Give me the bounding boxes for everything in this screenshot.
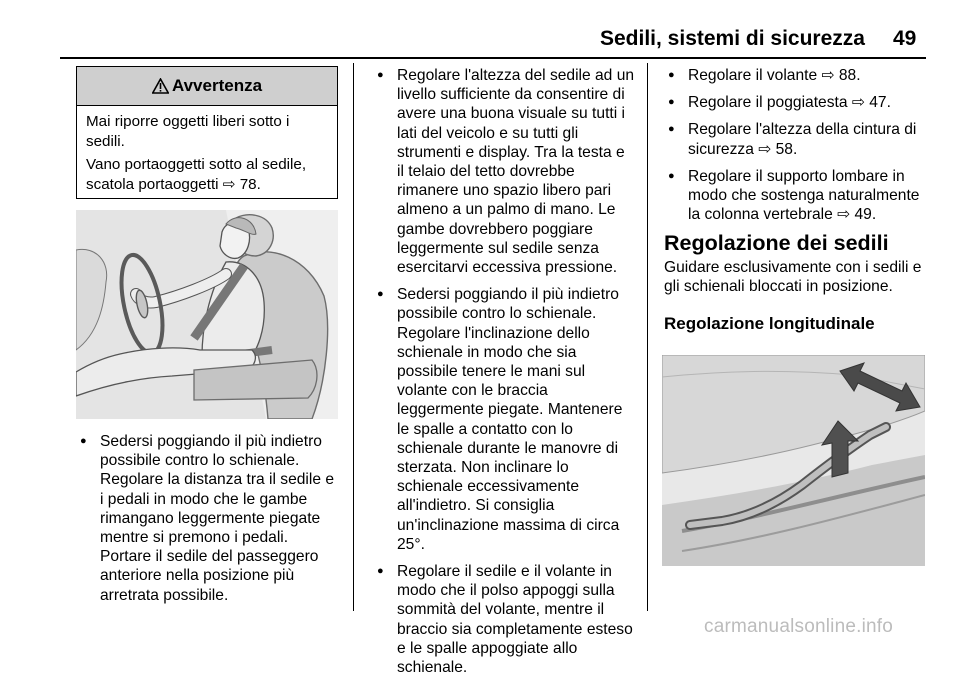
section-heading: Regolazione dei sedili — [664, 231, 889, 256]
seat-lever-illustration — [662, 355, 925, 566]
list-item: ● Sedersi poggiando il più indietro possibile contro lo schienale. Regolare la distanza tra il sedile e i pedali in modo che le gambe rimangano leggermente piegate mentre si premono i pedali. Portare il sedile del passeggero anteriore nella posizione più arretrata possibile. — [76, 432, 340, 605]
page-title: Sedili, sistemi di sicurezza — [600, 27, 865, 50]
watermark: carmanualsonline.info — [704, 616, 894, 637]
driver-seating-illustration — [76, 210, 338, 419]
left-column — [76, 432, 340, 613]
bullet-list — [373, 66, 635, 677]
bullet-list — [76, 432, 340, 605]
driver-seat-drawing — [76, 210, 338, 419]
seat-lever-drawing — [662, 355, 925, 566]
list-item: ● Sedersi poggiando il più indietro possibile contro lo schienale. Regolare l'inclinazione dello schienale in modo che sia possibile tenere le mani sul volante con le braccia leggermente piegate. Mantenere le spalle a contatto con lo schienale durante le manovre di sterzata. Non inclinare lo schienale eccessivamente all'indietro. Si consiglia un'inclinazione massima di circa 25°. — [373, 285, 635, 554]
warning-triangle-icon — [152, 78, 169, 94]
list-item: ● Regolare il sedile e il volante in modo che il polso appoggi sulla sommità del volante, mentre il braccio sia completamente esteso e le spalle appoggiate allo schienale. — [373, 562, 635, 677]
section-text: Guidare esclusivamente con i sedili e gli schienali bloccati in posizione. — [664, 258, 922, 295]
warning-title: Avvertenza — [171, 76, 263, 95]
warning-header — [77, 67, 337, 106]
warning-paragraph: Mai riporre oggetti liberi sotto i sedili. — [86, 113, 290, 150]
bullet-list — [664, 66, 928, 224]
page-number: 49 — [893, 27, 917, 50]
list-item: ● Regolare il volante ⇨ 88. — [664, 66, 928, 85]
page-header — [0, 0, 960, 66]
warning-paragraph: Vano portaoggetti sotto al sedile, scatola portaoggetti ⇨ 78. — [86, 156, 307, 193]
middle-column — [373, 66, 635, 685]
warning-body — [77, 106, 337, 194]
warning-box — [76, 66, 338, 199]
sub-heading: Regolazione longitudinale — [664, 314, 875, 334]
list-item: ● Regolare l'altezza del sedile ad un livello sufficiente da consentire di avere una buona visuale su tutti i lati del veicolo e su tutti gli strumenti e display. Tra la testa e il telaio del tetto dovrebbe rimanere uno spazio libero pari almeno a un palmo di mano. Le gambe dovrebbero poggiare leggermente sul sedile senza esercitarvi eccessiva pressione. — [373, 66, 635, 277]
column-divider-left — [353, 63, 354, 611]
header-rule — [60, 57, 926, 59]
column-divider-right — [647, 63, 648, 611]
list-item: ● Regolare l'altezza della cintura di sicurezza ⇨ 58. — [664, 120, 928, 158]
right-column — [664, 66, 928, 333]
list-item: ● Regolare il poggiatesta ⇨ 47. — [664, 93, 928, 112]
list-item: ● Regolare il supporto lombare in modo che sostenga naturalmente la colonna vertebrale ⇨ 49. — [664, 167, 928, 225]
